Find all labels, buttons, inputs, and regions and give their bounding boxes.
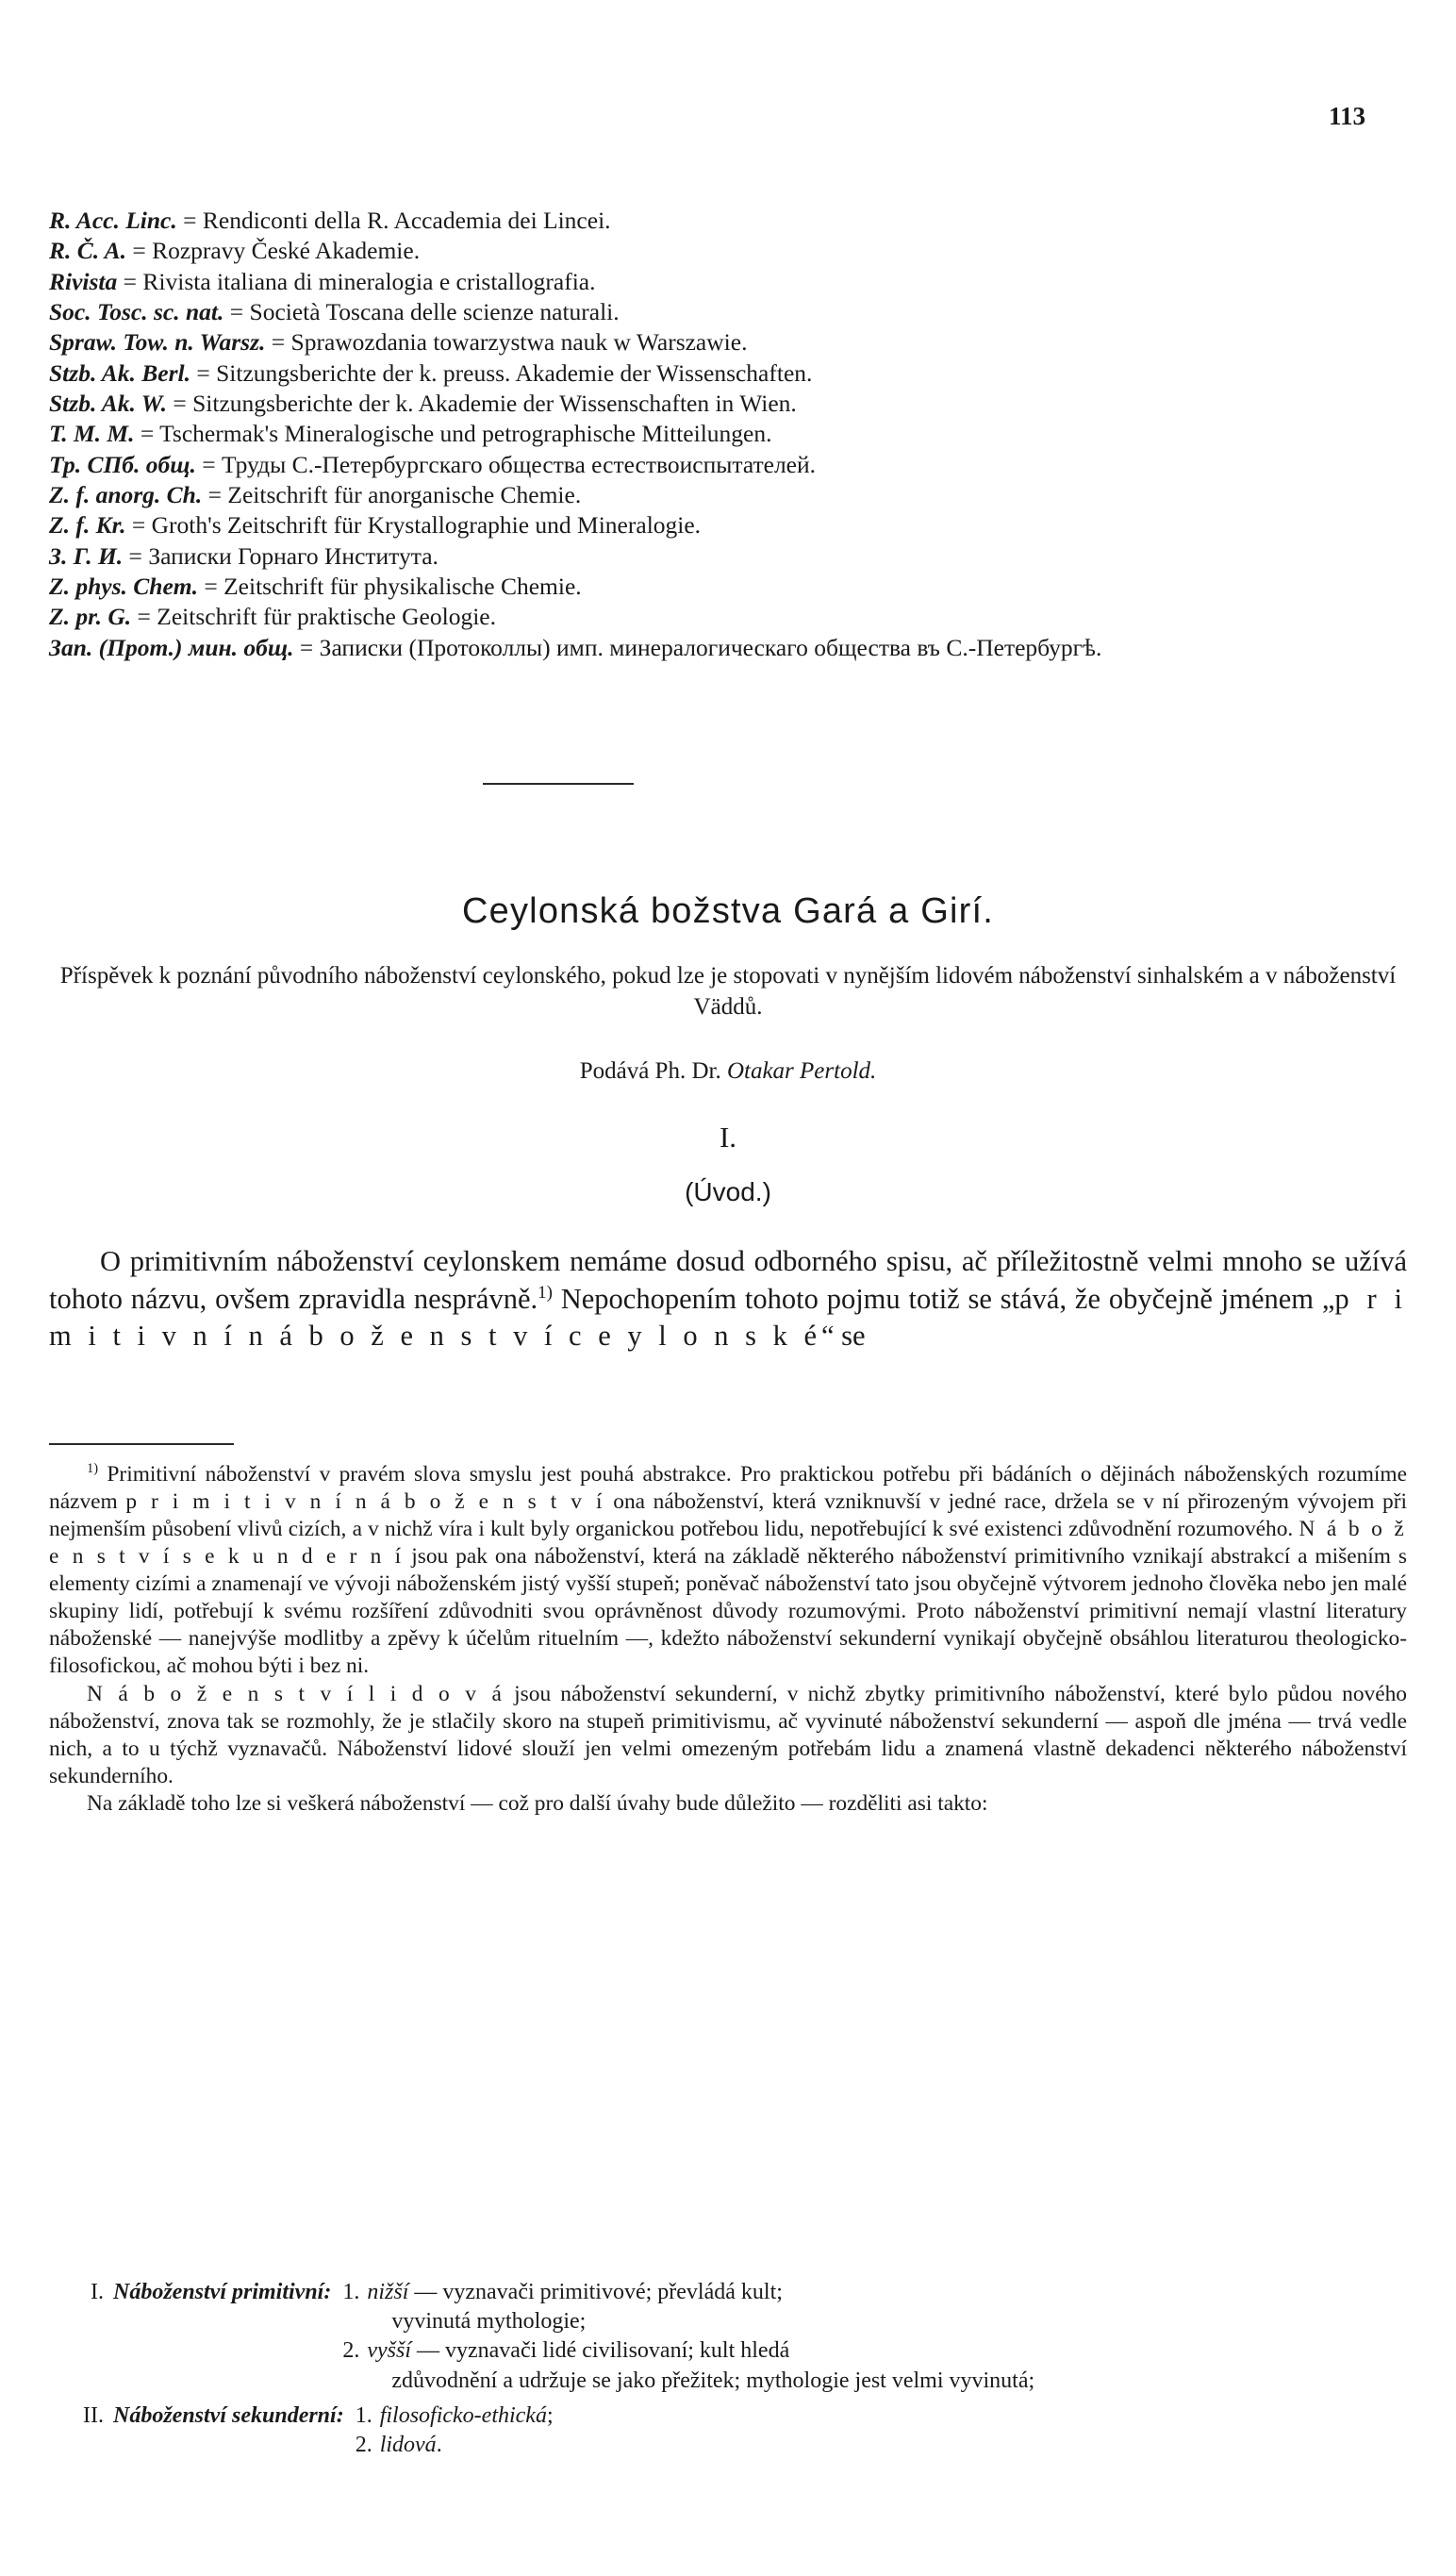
- section-number: I.: [719, 1121, 737, 1154]
- abbreviation-value: Sitzungsberichte der k. preuss. Akademie der Wissenschaften.: [216, 358, 813, 387]
- classification-item-continuation: vyvinutá mythologie;: [391, 2309, 587, 2335]
- classification-items: [331, 2278, 1407, 2396]
- classification-item-italic: lidová: [379, 2432, 437, 2457]
- classification-item-rest: .: [436, 2432, 442, 2457]
- abbreviation-separator: =: [293, 633, 320, 661]
- classification-item-rest: — vyznavači lidé civilisovaní; kult hledá: [411, 2338, 790, 2364]
- footnote-rule: [49, 1443, 234, 1445]
- abbreviation-key: Z. f. anorg. Ch.: [49, 480, 203, 508]
- abbreviation-key: R. Č. A.: [49, 237, 126, 265]
- classification-items: [344, 2401, 1407, 2460]
- classification-item-number: 1.: [355, 2402, 372, 2428]
- abbreviation-separator: =: [223, 297, 250, 325]
- footnote-paragraph: [49, 1681, 1407, 1790]
- footnote-paragraph: [49, 1460, 1407, 1681]
- abbreviation-value: Rendiconti della R. Accademia dei Lincei.: [202, 207, 611, 234]
- section-divider: [483, 783, 634, 785]
- abbreviation-separator: =: [166, 389, 193, 417]
- abbreviation-key: Stzb. Ak. W.: [49, 389, 167, 417]
- abbreviation-entry: [49, 327, 1152, 357]
- abbreviation-value: Zeitschrift für praktische Geologie.: [157, 603, 496, 631]
- body-text: [49, 1243, 1407, 1355]
- classification-item-italic: vyšší: [367, 2338, 411, 2364]
- abbreviation-key: Зап. (Прот.) мин. общ.: [49, 633, 294, 661]
- abbreviation-entry: [49, 389, 1152, 419]
- abbreviation-separator: =: [117, 267, 143, 295]
- abbreviation-value: Rozpravy České Akademie.: [152, 237, 421, 265]
- abbreviation-entry: [49, 633, 1152, 663]
- abbreviation-separator: =: [176, 207, 203, 234]
- classification-heading: Náboženství primitivní:: [113, 2280, 332, 2304]
- classification-list: [49, 2278, 1407, 2460]
- paragraph-part-a: O primitivním náboženství ceylonskem nemáme dosud odborného spisu, ač příležitostně velmi mnoho se užívá tohoto názvu, ovšem zpravidla nesprávně.: [49, 1245, 1407, 1315]
- section-subtitle: (Úvod.): [685, 1177, 771, 1206]
- article-subtitle: Příspěvek k poznání původního náboženství ceylonského, pokud lze je stopovati v nynějším lidovém náboženství sinhalském a v náboženství Väddů.: [59, 963, 1397, 1020]
- abbreviation-entry: [49, 602, 1152, 632]
- classification-heading: Náboženství sekunderní:: [113, 2402, 344, 2428]
- paragraph-part-c: “ se: [821, 1320, 866, 1353]
- classification-item-rest: ;: [546, 2402, 554, 2428]
- abbreviation-separator: =: [265, 328, 291, 357]
- abbreviation-key: R. Acc. Linc.: [49, 207, 177, 234]
- footnote-text-b: ona náboženství, která vzniknuvší v jedné race, držela se v ní přirozeným vývojem při nejmenším působení vlivů cizích, a v nichž víra i kult byly organickou potřebou lidu, nepotřebující k své existenci zdůvodnění rozumového.: [49, 1488, 1407, 1541]
- classification-group: [49, 2401, 1407, 2460]
- classification-group: [49, 2278, 1407, 2396]
- classification-item: [356, 2431, 1407, 2460]
- abbreviation-key: Rivista: [49, 267, 118, 295]
- abbreviation-value: Zeitschrift für anorganische Chemie.: [227, 480, 582, 508]
- abbreviation-separator: =: [197, 572, 224, 600]
- page-number: 113: [1328, 102, 1365, 130]
- abbreviation-entry: [49, 572, 1152, 602]
- abbreviation-value: Записки Горнаго Института.: [148, 541, 438, 570]
- article-author: [0, 1058, 1456, 1085]
- abbreviation-value: Rivista italiana di mineralogia e cristallografia.: [142, 267, 596, 295]
- abbreviation-separator: =: [125, 511, 152, 540]
- abbreviation-value: Sitzungsberichte der k. Akademie der Wissenschaften in Wien.: [192, 389, 797, 417]
- footnote-emphasis-secondary: N á b o ž e n s t v í s e k u n d e r n í: [49, 1516, 1407, 1570]
- abbreviation-entry: [49, 419, 1152, 449]
- footnote-text-d: jsou náboženství sekunderní, v nichž zbytky primitivního náboženství, které bylo půdou nového náboženství, znova tak se rozmohly, že je stlačily skoro na stupeň primitivismu, ač vyvinuté náboženství sekunderní — aspoň dle jména — trvá vedle nich, a to u týchž vyznavačů. Náboženství lidové slouží jen velmi omezeným potřebám lidu a znamená vlastně dekadenci některého náboženství sekunderního.: [49, 1681, 1407, 1788]
- abbreviation-key: Soc. Tosc. sc. nat.: [49, 297, 224, 325]
- abbreviation-entry: [49, 541, 1152, 572]
- abbreviation-key: Z. pr. G.: [49, 603, 132, 631]
- abbreviation-key: З. Г. И.: [49, 541, 124, 570]
- abbreviation-entry: [49, 450, 1152, 480]
- abbreviation-list: [49, 206, 1152, 663]
- classification-item-number: 1.: [342, 2280, 360, 2304]
- abbreviation-value: Groth's Zeitschrift für Krystallographie und Mineralogie.: [151, 511, 702, 540]
- abbreviation-separator: =: [202, 480, 228, 508]
- abbreviation-separator: =: [131, 603, 157, 631]
- abbreviation-value: Tschermak's Mineralogische und petrographische Mitteilungen.: [159, 420, 772, 448]
- author-name: Otakar Pertold.: [726, 1058, 877, 1084]
- abbreviation-entry: [49, 267, 1152, 297]
- abbreviation-separator: =: [195, 450, 222, 478]
- classification-item-text: [367, 2336, 1407, 2395]
- classification-roman: II.: [83, 2402, 104, 2428]
- abbreviation-entry: [49, 358, 1152, 389]
- classification-roman: I.: [91, 2280, 104, 2304]
- classification-item-text: [380, 2401, 1407, 2431]
- footnote-paragraph: Na základě toho lze si veškerá náboženství — což pro další úvahy bude důležito — rozděliti asi takto:: [87, 1790, 988, 1816]
- abbreviation-entry: [49, 297, 1152, 327]
- classification-item-italic: filosoficko-ethická: [379, 2402, 547, 2428]
- paragraph-emphasis: p r i m i t i v n í n á b o ž e n s t v í c e y l o n s k é: [49, 1282, 1407, 1353]
- abbreviation-key: Z. f. Kr.: [49, 511, 126, 540]
- footnote-block: [49, 1460, 1407, 1818]
- abbreviation-separator: =: [134, 420, 160, 448]
- classification-item-text: [367, 2278, 1407, 2336]
- abbreviation-value: Труды С.-Петербургскаго общества естествоиспытателей.: [222, 450, 817, 478]
- classification-item-continuation: zdůvodnění a udržuje se jako přežitek; mythologie jest velmi vyvinutá;: [391, 2368, 1035, 2393]
- footnote-emphasis-folk: N á b o ž e n s t v í l i d o v á: [87, 1681, 505, 1706]
- abbreviation-entry: [49, 510, 1152, 540]
- classification-item: [342, 2278, 1407, 2336]
- abbreviation-value: Записки (Протоколлы) имп. минералогическаго общества въ С.-Петербургѣ.: [319, 633, 1102, 661]
- abbreviation-value: Società Toscana delle scienze naturali.: [249, 297, 620, 325]
- abbreviation-entry: [49, 206, 1152, 236]
- abbreviation-entry: [49, 236, 1152, 266]
- abbreviation-key: T. M. M.: [49, 420, 135, 448]
- footnote-marker: 1): [87, 1461, 99, 1476]
- classification-item: [356, 2401, 1407, 2431]
- classification-item-italic: nižší: [367, 2280, 409, 2304]
- abbreviation-separator: =: [123, 541, 149, 570]
- paragraph-part-b: Nepochopením tohoto pojmu totiž se stává, že obyčejně jménem „: [552, 1282, 1335, 1315]
- author-prefix: Podává Ph. Dr.: [579, 1058, 727, 1084]
- abbreviation-value: Zeitschrift für physikalische Chemie.: [223, 572, 582, 600]
- classification-item-number: 2.: [355, 2432, 372, 2457]
- footnote-emphasis-primitive: p r i m i t i v n í n á b o ž e n s t v í: [125, 1488, 605, 1514]
- classification-item-rest: — vyznavači primitivové; převládá kult;: [408, 2280, 783, 2304]
- footnote-text-a: Primitivní náboženství v pravém slova smyslu jest pouhá abstrakce. Pro praktickou potřebu při bádáních o dějinách náboženských rozumíme názvem: [49, 1461, 1407, 1514]
- classification-item: [342, 2336, 1407, 2395]
- abbreviation-entry: [49, 480, 1152, 510]
- abbreviation-value: Sprawozdania towarzystwa nauk w Warszawie.: [290, 328, 748, 357]
- footnote-text-c: jsou pak ona náboženství, která na základě některého náboženství primitivního vznikají abstrakcí a mišením s elementy cizími a znamenají ve vývoji náboženském jistý vyšší stupeň; poněvač náboženství tato jsou obyčejně výtvorem jednoho člověka nebo jen malé skupiny lidí, potřebují k svému rozšíření zdůvodniti svou oprávněnost důvody rozumovými. Proto náboženství primitivní nemají vlastní literatury náboženské — nanejvýše modlitby a zpěvy k účelům rituelním —, kdežto náboženství sekunderní vynikají obyčejně obsáhlou literaturou theologicko-filosofickou, ač mohou býti i bez ni.: [49, 1544, 1408, 1679]
- classification-item-text: [380, 2431, 1407, 2460]
- paragraph: [49, 1243, 1407, 1355]
- abbreviation-key: Тр. СПб. общ.: [49, 450, 196, 478]
- abbreviation-separator: =: [190, 358, 217, 387]
- abbreviation-key: Spraw. Tow. n. Warsz.: [49, 328, 266, 357]
- abbreviation-key: Z. phys. Chem.: [49, 572, 198, 600]
- classification-item-number: 2.: [342, 2338, 360, 2364]
- abbreviation-key: Stzb. Ak. Berl.: [49, 358, 190, 387]
- article-title: Ceylonská božstva Gará a Girí.: [462, 891, 994, 931]
- abbreviation-separator: =: [125, 237, 153, 265]
- footnote-reference[interactable]: 1): [538, 1282, 553, 1303]
